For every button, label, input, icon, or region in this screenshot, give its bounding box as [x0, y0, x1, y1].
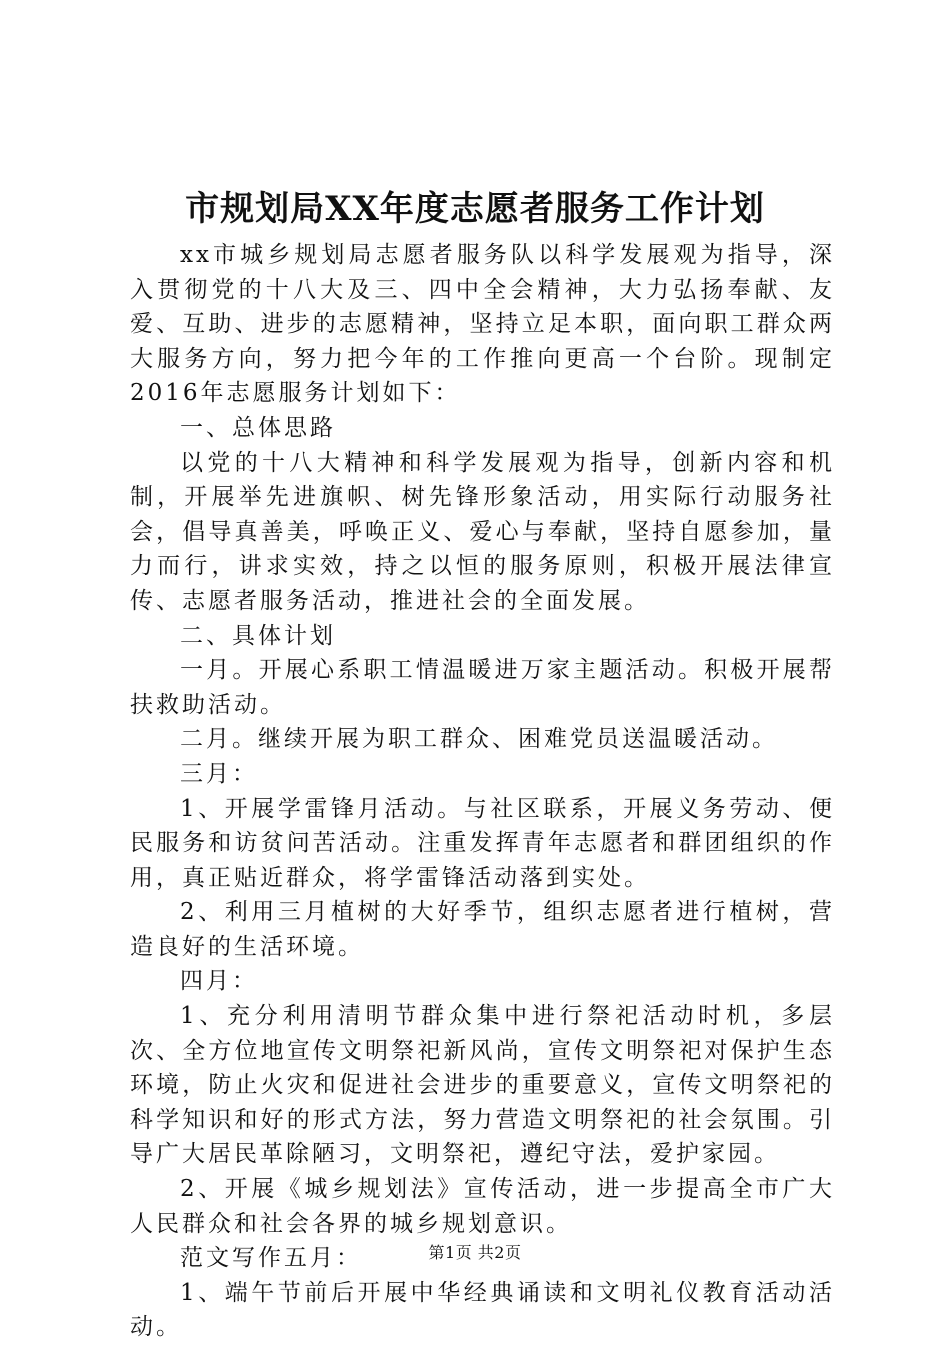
overview-paragraph: 以党的十八大精神和科学发展观为指导，创新内容和机制，开展举先进旗帜、树先锋形象活动，用实际行动服务社会，倡导真善美，呼唤正义、爱心与奉献，坚持自愿参加，量力而行，讲求实效，持之以恒的服务原则，积极开展法律宣传、志愿者服务活动，推进社会的全面发展。: [130, 449, 835, 614]
section-heading-plan: 二、具体计划: [180, 622, 336, 649]
may-heading: 范文写作五月：: [180, 1245, 362, 1272]
section-heading-overview: 一、总体思路: [180, 414, 336, 441]
january-paragraph: 一月。开展心系职工情温暖进万家主题活动。积极开展帮扶救助活动。: [130, 657, 835, 718]
april-item-1: 1、充分利用清明节群众集中进行祭祀活动时机，多层次、全方位地宣传文明祭祀新风尚，宣传文明祭祀对保护生态环境，防止火灾和促进社会进步的重要意义，宣传文明祭祀的科学知识和好的形式方法，努力营造文明祭祀的社会氛围。引导广大居民革除陋习，文明祭祀，遵纪守法，爱护家园。: [130, 1003, 835, 1168]
document-body: [130, 238, 835, 1345]
march-heading: 三月：: [180, 760, 258, 787]
document-title: 市规划局XX年度志愿者服务工作计划: [185, 189, 765, 229]
april-heading: 四月：: [180, 968, 258, 995]
february-paragraph: 二月。继续开展为职工群众、困难党员送温暖活动。: [180, 726, 778, 753]
april-item-2: 2、开展《城乡规划法》宣传活动，进一步提高全市广大人民群众和社会各界的城乡规划意识。: [130, 1176, 835, 1237]
march-item-1: 1、开展学雷锋月活动。与社区联系，开展义务劳动、便民服务和访贫问苦活动。注重发挥青年志愿者和群团组织的作用，真正贴近群众，将学雷锋活动落到实处。: [130, 795, 835, 891]
page-footer: 第1页 共2页: [428, 1243, 522, 1262]
march-item-2: 2、利用三月植树的大好季节，组织志愿者进行植树，营造良好的生活环境。: [130, 899, 835, 960]
may-item-1: 1、端午节前后开展中华经典诵读和文明礼仪教育活动活动。: [130, 1279, 835, 1341]
intro-paragraph: xx市城乡规划局志愿者服务队以科学发展观为指导，深入贯彻党的十八大及三、四中全会精神，大力弘扬奉献、友爱、互助、进步的志愿精神，坚持立足本职，面向职工群众两大服务方向，努力把今年的工作推向更高一个台阶。现制定2016年志愿服务计划如下：: [130, 242, 835, 407]
